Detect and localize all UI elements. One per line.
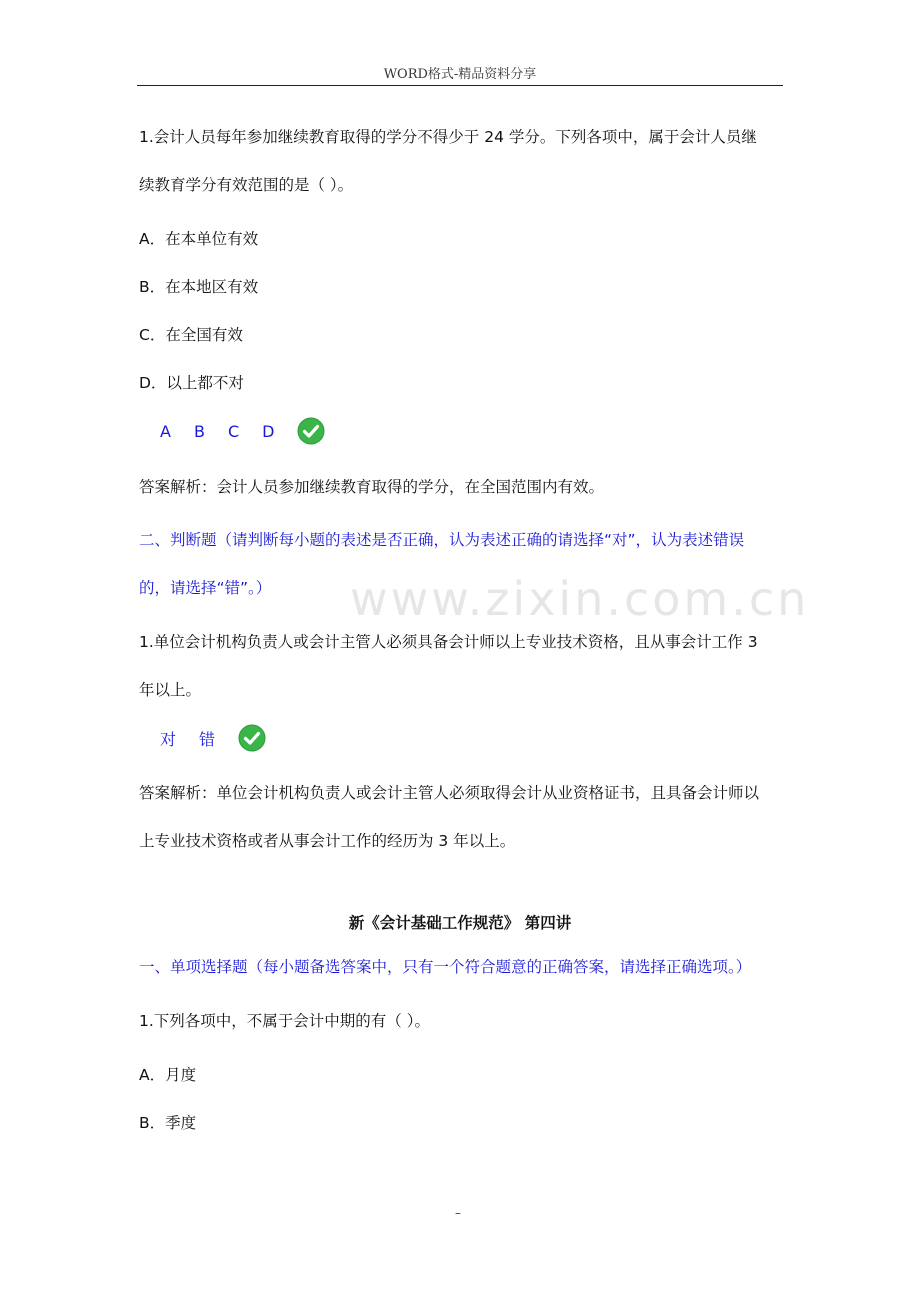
q1-stem-line2: 续教育学分有效范围的是（ ）。	[139, 176, 354, 194]
q3-option-b: B．季度	[139, 1114, 197, 1132]
header-rule	[137, 85, 783, 86]
q1-option-a: A．在本单位有效	[139, 230, 259, 248]
check-circle-icon	[238, 724, 266, 752]
q1-choice-b[interactable]: B	[193, 421, 205, 441]
section2-heading-line2: 的，请选择“错”。）	[139, 579, 272, 597]
check-circle-icon	[297, 417, 325, 445]
q1-explanation: 答案解析：会计人员参加继续教育取得的学分，在全国范围内有效。	[139, 478, 605, 496]
q2-explanation-line2: 上专业技术资格或者从事会计工作的经历为 3 年以上。	[139, 832, 516, 850]
q2-choice-false[interactable]: 错	[199, 729, 216, 749]
q1-option-d: D．以上都不对	[139, 374, 244, 392]
q2-stem-line2: 年以上。	[139, 681, 202, 699]
q1-choice-c[interactable]: C	[227, 421, 240, 441]
section2-heading-line1: 二、判断题（请判断每小题的表述是否正确，认为表述正确的请选择“对”，认为表述错误	[139, 531, 745, 549]
q1-choice-d[interactable]: D	[262, 421, 275, 441]
section1-heading: 一、单项选择题（每小题备选答案中，只有一个符合题意的正确答案，请选择正确选项。）	[139, 958, 752, 976]
q1-choice-a[interactable]: A	[160, 421, 171, 441]
q1-answer-choices	[160, 417, 325, 445]
q1-stem-line1: 1.会计人员每年参加继续教育取得的学分不得少于 24 学分。下列各项中，属于会计人员继	[139, 128, 757, 146]
footer-mark: –	[455, 1206, 461, 1220]
q2-choice-true[interactable]: 对	[160, 729, 177, 749]
q1-option-b: B．在本地区有效	[139, 278, 259, 296]
q3-option-a: A．月度	[139, 1066, 197, 1084]
q2-explanation-line1: 答案解析：单位会计机构负责人或会计主管人必须取得会计从业资格证书，且具备会计师以	[139, 784, 760, 802]
page-header-title: WORD格式-精品资料分享	[383, 67, 537, 82]
q2-answer-choices	[160, 724, 266, 752]
q2-stem-line1: 1.单位会计机构负责人或会计主管人必须具备会计师以上专业技术资格，且从事会计工作 3	[139, 633, 758, 651]
watermark: www.zixin.com.cn	[350, 572, 810, 626]
q3-stem: 1.下列各项中，不属于会计中期的有（ ）。	[139, 1012, 430, 1030]
q1-option-c: C．在全国有效	[139, 326, 243, 344]
lecture-title: 新《会计基础工作规范》 第四讲	[348, 914, 572, 932]
